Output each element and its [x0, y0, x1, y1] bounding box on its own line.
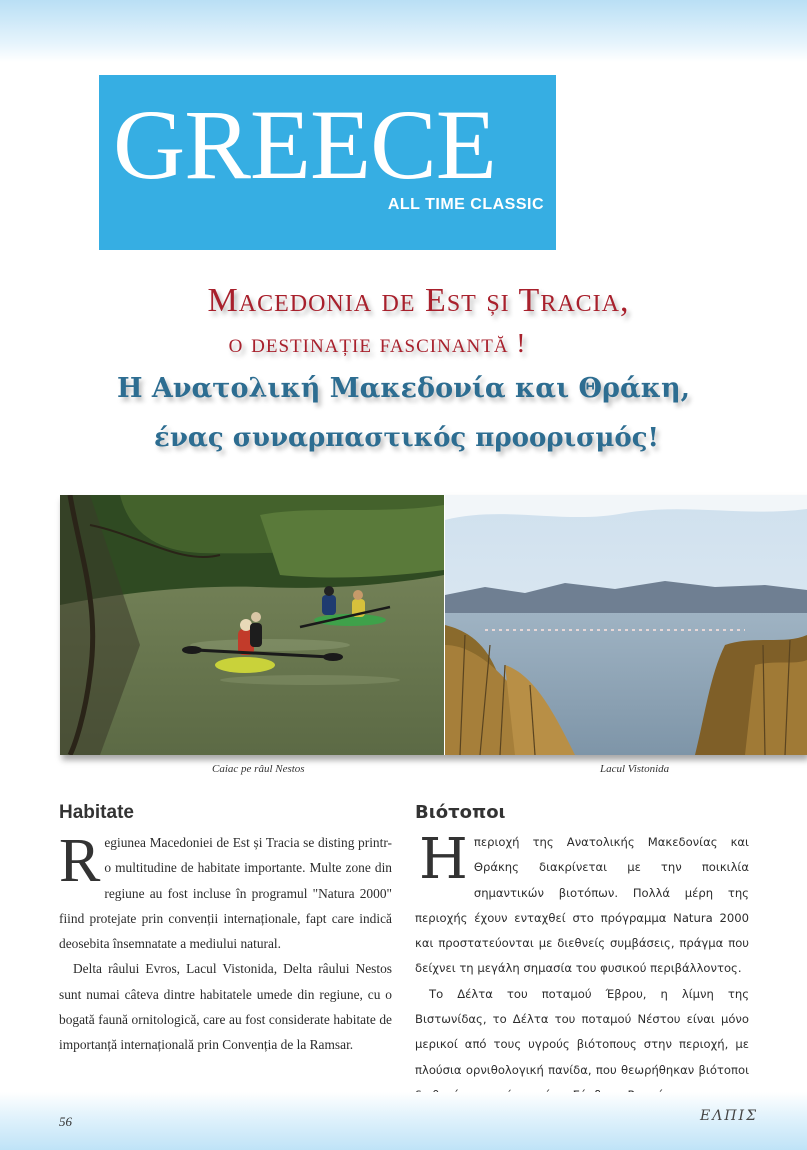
- paragraph-text: egiunea Macedoniei de Est și Tracia se disting printr-o multitudine de habitate importante. Multe zone din regiune au fost incluse în programul "Natura 2000" fiind protejate prin convenții internaționale, fapt care indică deosebita însemnatate a mediului natural.: [59, 835, 392, 952]
- headline-greek-line2: ένας συναρπαστικός προορισμός!: [154, 423, 659, 453]
- drop-cap: Η: [419, 827, 468, 892]
- section-heading-habitate: Habitate: [59, 802, 134, 823]
- photo-strip: [60, 495, 807, 755]
- section-heading-biotopoi: Βιότοποι: [415, 802, 506, 823]
- headline-romanian-line2: o destinație fascinantă !: [228, 328, 527, 358]
- paragraph: Το Δέλτα του ποταμού Έβρου, η λίμνη της Βιστωνίδας, το Δέλτα του ποταμού Νέστου είναι μόνο μερικοί από τους υγρούς βιότοπους στην περιοχή, με πλούσια ορνιθολογική πανίδα, που θεωρήθηκαν βιότοποι: [415, 986, 749, 1077]
- article-column-greek: [415, 827, 749, 1108]
- drop-cap: R: [59, 827, 101, 895]
- top-gradient-band: [0, 0, 807, 62]
- photo-caption-lake: Lacul Vistonida: [600, 763, 670, 775]
- logo-tagline: ALL TIME CLASSIC: [387, 196, 544, 213]
- headline-greek-line1: Η Ανατολική Μακεδονία και Θράκη,: [116, 373, 691, 404]
- paragraph: [415, 827, 749, 982]
- kayak-river-photo: [60, 495, 444, 755]
- greece-logo: [99, 75, 556, 250]
- paragraph-text: περιοχή της Ανατολικής Μακεδονίας και Θράκης διακρίνεται με την ποικιλία σημαντικών βιοτόπων. Πολλά μέρη της περιοχής έχουν ενταχθεί στο πρόγραμμα Natura 2000 και προστατεύονται με διεθνείς συμβάσεις, πράγμα που δείχνει τη μεγάλη σημασία του φυσικού περιβάλλοντος.: [415, 835, 749, 976]
- article-column-romanian: [59, 827, 392, 1058]
- page-number: 56: [59, 1114, 72, 1129]
- logo-word: GREECE: [113, 89, 496, 200]
- paragraph: Delta râului Evros, Lacul Vistonida, Delta râului Nestos sunt numai câteva dintre habitatele umede din regiune, cu o bogată faună ornitologică, care au fost considerate habitate de importanță internațională prin Convenția de la Ramsar.: [59, 961, 392, 1053]
- bottom-gradient-band: [0, 1092, 807, 1150]
- headline-romanian-line1: Macedonia de Est și Tracia,: [207, 282, 630, 319]
- journal-name: ΕΛΠΙΣ: [700, 1108, 758, 1124]
- photo-caption-kayak: Caiac pe râul Nestos: [212, 763, 305, 775]
- lake-vistonida-photo: [445, 495, 807, 755]
- paragraph: [59, 827, 392, 956]
